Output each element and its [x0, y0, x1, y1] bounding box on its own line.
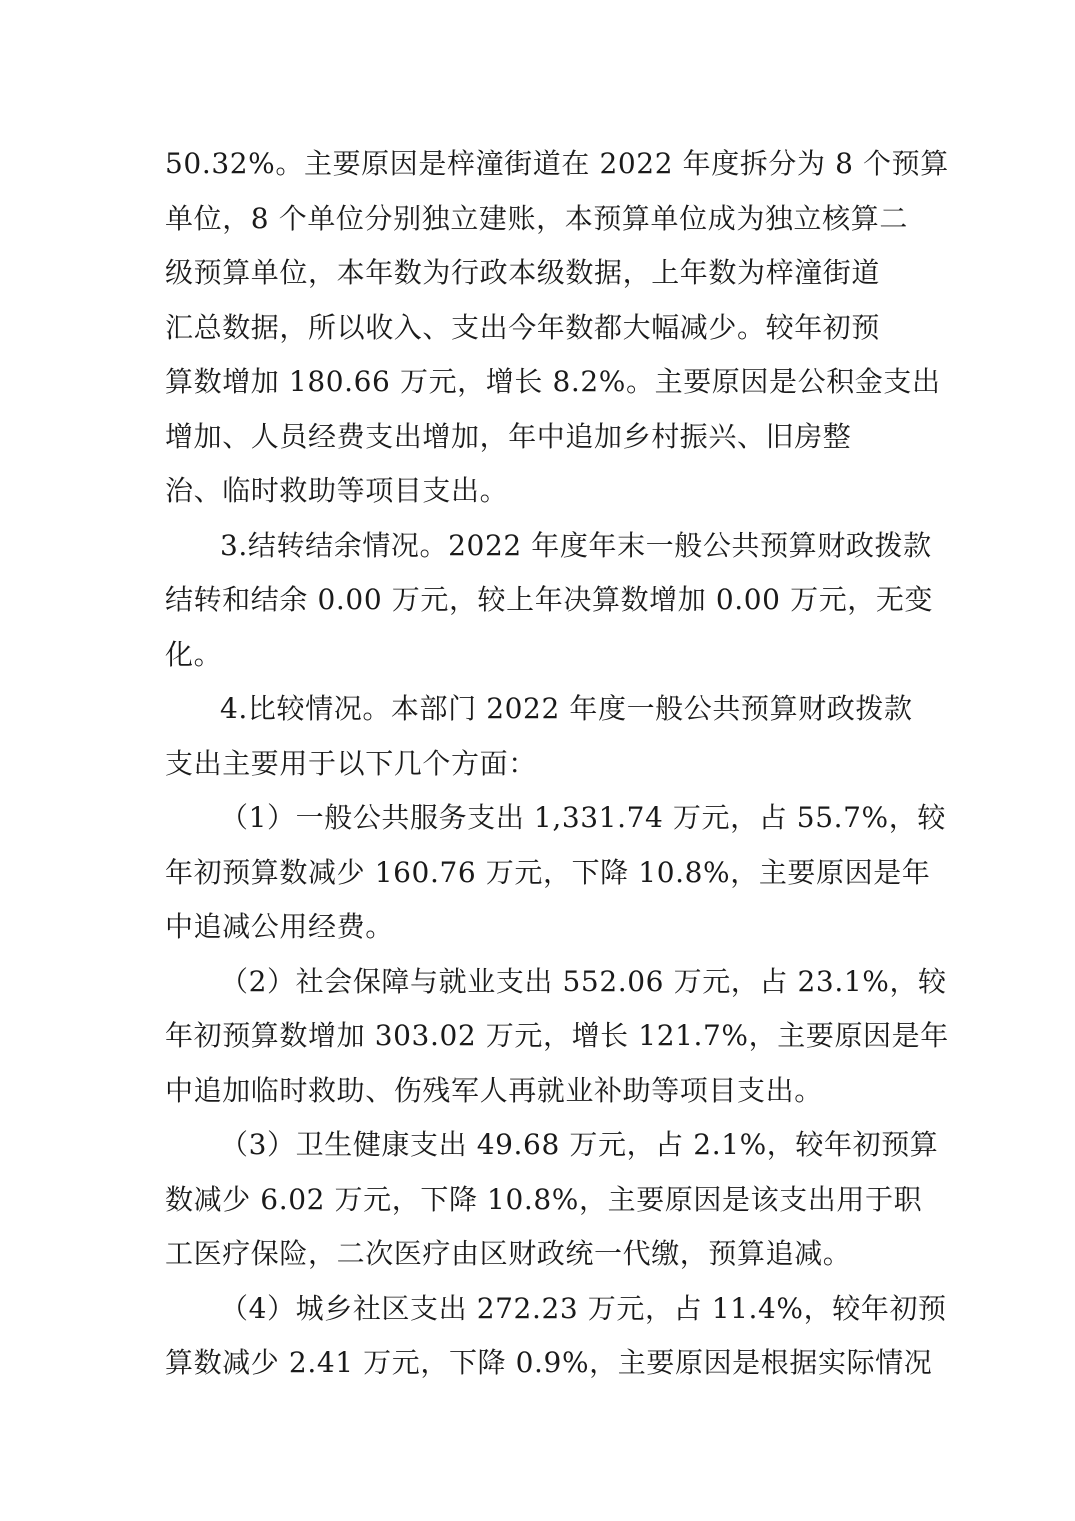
text-line: 汇总数据，所以收入、支出今年数都大幅减少。较年初预: [165, 310, 881, 344]
text-line: （2）社会保障与就业支出 552.06 万元，占 23.1%，较: [220, 964, 947, 998]
paragraph-health: [165, 1118, 939, 1282]
text-line: （3）卫生健康支出 49.68 万元，占 2.1%，较年初预算: [220, 1128, 939, 1161]
text-line: 治、临时救助等项目支出。: [165, 474, 509, 507]
text-line: 化。: [165, 637, 223, 671]
text-line: 年初预算数减少 160.76 万元，下降 10.8%，主要原因是年: [165, 855, 931, 889]
text-line: 级预算单位，本年数为行政本级数据，上年数为梓潼街道: [165, 256, 881, 289]
text-line: 3.结转结余情况。2022 年度年末一般公共预算财政拨款: [220, 528, 932, 562]
text-line: 中追加临时救助、伤残军人再就业补助等项目支出。: [165, 1073, 823, 1107]
text-line: 数减少 6.02 万元，下降 10.8%，主要原因是该支出用于职: [165, 1182, 923, 1216]
text-line: 年初预算数增加 303.02 万元，增长 121.7%，主要原因是年: [165, 1019, 949, 1052]
document-body: [165, 137, 949, 1391]
text-line: 支出主要用于以下几个方面：: [165, 746, 537, 780]
text-line: （4）城乡社区支出 272.23 万元，占 11.4%，较年初预: [220, 1291, 947, 1325]
text-line: 增加、人员经费支出增加，年中追加乡村振兴、旧房整: [165, 419, 852, 453]
paragraph-carryover: [165, 519, 934, 683]
text-line: 4.比较情况。本部门 2022 年度一般公共预算财政拨款: [220, 692, 913, 725]
text-line: 单位，8 个单位分别独立建账，本预算单位成为独立核算二: [165, 201, 908, 235]
text-line: 50.32%。主要原因是梓潼街道在 2022 年度拆分为 8 个预算: [165, 147, 949, 180]
text-line: 算数减少 2.41 万元，下降 0.9%，主要原因是根据实际情况: [165, 1346, 933, 1379]
text-line: （1）一般公共服务支出 1,331.74 万元，占 55.7%，较: [220, 801, 946, 834]
paragraph-comparison: [165, 682, 913, 791]
paragraph-general-public-services: [165, 791, 946, 955]
text-line: 算数增加 180.66 万元，增长 8.2%。主要原因是公积金支出: [165, 365, 941, 398]
text-line: 工医疗保险，二次医疗由区财政统一代缴，预算追减。: [165, 1237, 852, 1270]
paragraph-income-expense-change: [165, 137, 949, 519]
paragraph-urban-rural-community: [165, 1282, 947, 1391]
paragraph-social-security: [165, 955, 949, 1119]
text-line: 结转和结余 0.00 万元，较上年决算数增加 0.00 万元，无变: [165, 583, 934, 616]
text-line: 中追减公用经费。: [165, 910, 394, 943]
